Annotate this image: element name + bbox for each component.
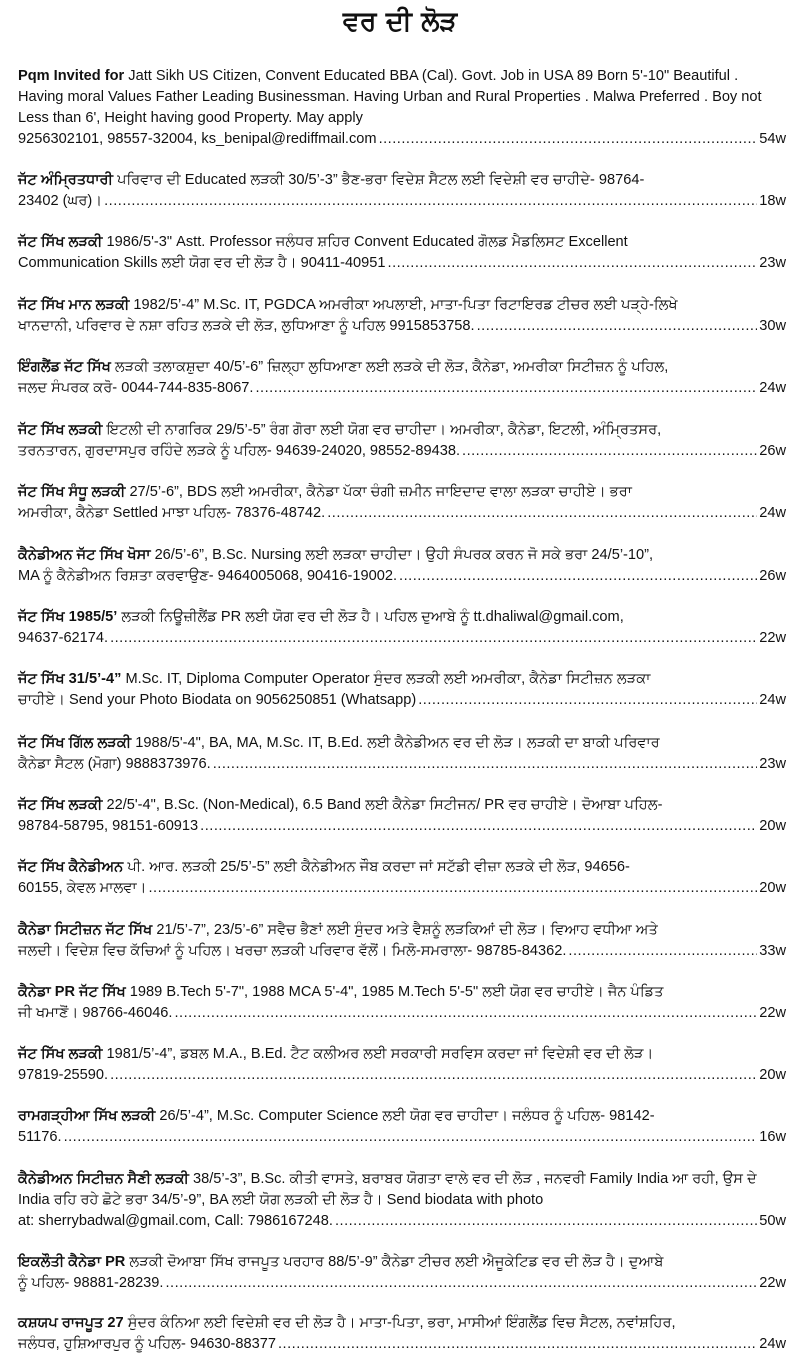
ad-text <box>18 1313 786 1334</box>
ad-body: 21/5’-7”, 23/5’-6” ਸਵੈਚ ਭੈਣਾਂ ਲਈ ਸੁੰਦਰ ਅਤੇ ਵੈਸ਼ਨੂੰ ਲੜਕਿਆਂ ਦੀ ਲੋੜ। ਵਿਆਹ ਵਧੀਆ ਅਤੇ <box>156 922 658 938</box>
ad-text <box>18 607 786 628</box>
dot-leader <box>379 129 758 150</box>
ad-body: 1982/5’-4” M.Sc. IT, PGDCA ਅਮਰੀਕਾ ਅਪਲਾਈ, ਮਾਤਾ-ਪਿਤਾ ਰਿਟਾਇਰਡ ਟੀਚਰ ਲਈ ਪੜ੍ਹੇ-ਲਿਖੇ <box>133 297 678 313</box>
ad-contact: ਚਾਹੀਏ। Send your Photo Biodata on 9056250851 (Whatsapp) <box>18 692 417 708</box>
ad-word-count: 24w <box>759 505 786 521</box>
ad-heading: ਜੱਟ ਸਿੱਖ 1985/5’ <box>18 609 118 625</box>
classified-ad <box>18 607 786 649</box>
ad-contact: ਖਾਨਦਾਨੀ, ਪਰਿਵਾਰ ਦੇ ਨਸ਼ਾ ਰਹਿਤ ਲੜਕੇ ਦੀ ਲੋੜ, ਲੁਧਿਆਣਾ ਨੂੰ ਪਹਿਲ 9915853758. <box>18 318 475 334</box>
dot-leader <box>388 253 758 274</box>
ad-text <box>18 1106 786 1127</box>
ad-body: 1986/5'-3" Astt. Professor ਜਲੰਧਰ ਸ਼ਹਿਰ Convent Educated ਗੋਲਡ ਮੈਡਲਿਸਟ Excellent <box>106 234 628 250</box>
ad-text <box>18 545 786 566</box>
ad-heading: ਜੱਟ ਸਿੱਖ ਲੜਕੀ <box>18 797 103 813</box>
dot-leader <box>418 690 757 711</box>
ad-body: ਲੜਕੀ ਦੋਆਬਾ ਸਿੱਖ ਰਾਜਪੂਤ ਪਰਹਾਰ 88/5’-9” ਕੈਨੇਡਾ ਟੀਚਰ ਲਈ ਐਜੂਕੇਟਿਡ ਵਰ ਦੀ ਲੋੜ ਹੈ। ਦੁਆਬੇ <box>129 1254 664 1270</box>
ad-body: 26/5’-4”, M.Sc. Computer Science ਲਈ ਯੋਗ ਵਰ ਚਾਹੀਦਾ। ਜਲੰਧਰ ਨੂੰ ਪਹਿਲ- 98142- <box>159 1108 655 1124</box>
ad-heading: ਜੱਟ ਸਿੱਖ ਲੜਕੀ <box>18 422 103 438</box>
dot-leader <box>327 503 757 524</box>
ad-contact: ਤਰਨਤਾਰਨ, ਗੁਰਦਾਸਪੁਰ ਰਹਿੰਦੇ ਲੜਕੇ ਨੂੰ ਪਹਿਲ- 94639-24020, 98552-89438. <box>18 443 461 459</box>
ad-contact: 94637-62174. <box>18 630 109 646</box>
ad-contact: 9256302101, 98557-32004, ks_benipal@rediffmail.com <box>18 131 377 147</box>
dot-leader <box>462 441 757 462</box>
ad-body: 22/5'-4", B.Sc. (Non-Medical), 6.5 Band ਲਈ ਕੈਨੇਡਾ ਸਿਟੀਜਨ/ PR ਵਰ ਚਾਹੀਏ। ਦੋਆਬਾ ਪਹਿਲ- <box>106 797 663 813</box>
dot-leader <box>64 1127 758 1148</box>
ad-word-count: 22w <box>759 1005 786 1021</box>
ad-body: Jatt Sikh US Citizen, Convent Educated BBA (Cal). Govt. Job in USA 89 Born 5'-10" Beautiful . Having moral Values Father Leading Businessman. Having Urban and Rural Properties . Malwa Preferred . Boy not Less than 6', Height having good Property. May apply <box>18 68 762 126</box>
classified-ad <box>18 545 786 587</box>
ad-contact: Communication Skills ਲਈ ਯੋਗ ਵਰ ਦੀ ਲੋੜ ਹੈ। 90411-40951 <box>18 255 386 271</box>
ad-last-line <box>18 191 786 212</box>
ad-text <box>18 232 786 253</box>
ad-last-line <box>18 1273 786 1294</box>
classified-ad <box>18 1169 786 1232</box>
ad-contact: at: sherrybadwal@gmail.com, Call: 7986167248. <box>18 1213 333 1229</box>
ad-word-count: 26w <box>759 443 786 459</box>
dot-leader <box>335 1211 757 1232</box>
dot-leader <box>255 378 757 399</box>
ad-contact: ਜਲੰਧਰ, ਹੁਸ਼ਿਆਰਪੁਰ ਨੂੰ ਪਹਿਲ- 94630-88377 <box>18 1336 276 1352</box>
ad-text <box>18 66 786 129</box>
dot-leader <box>174 1003 757 1024</box>
ad-text <box>18 857 786 878</box>
ad-heading: ਕੈਨੇਡਾ PR ਜੱਟ ਸਿੱਖ <box>18 984 126 1000</box>
ad-body: ਪੀ. ਆਰ. ਲੜਕੀ 25/5’-5” ਲਈ ਕੈਨੇਡੀਅਨ ਜੌਬ ਕਰਦਾ ਜਾਂ ਸਟੱਡੀ ਵੀਜ਼ਾ ਲੜਕੇ ਦੀ ਲੋੜ, 94656- <box>127 859 630 875</box>
ad-heading: ਕਸ਼ਯਪ ਰਾਜਪੂਤ 27 <box>18 1315 124 1331</box>
ad-heading: ਜੱਟ ਸਿੱਖ ਮਾਨ ਲੜਕੀ <box>18 297 130 313</box>
ad-body: ਲੜਕੀ ਨਿਊਜ਼ੀਲੈਂਡ PR ਲਈ ਯੋਗ ਵਰ ਦੀ ਲੋੜ ਹੈ। ਪਹਿਲ ਦੁਆਬੇ ਨੂੰ tt.dhaliwal@gmail.com, <box>121 609 624 625</box>
ad-word-count: 26w <box>759 568 786 584</box>
ad-heading: ਜੱਟ ਸਿੱਖ ਗਿੱਲ ਲੜਕੀ <box>18 735 132 751</box>
ad-text <box>18 295 786 316</box>
ad-contact: ਕੈਨੇਡਾ ਸੈਟਲ (ਮੋਗਾ) 9888373976. <box>18 756 211 772</box>
ad-text <box>18 1252 786 1273</box>
dot-leader <box>149 878 758 899</box>
ad-word-count: 24w <box>759 380 786 396</box>
ad-heading: ਜੱਟ ਸਿੱਖ ਲੜਕੀ <box>18 1046 103 1062</box>
ad-heading: Pqm Invited for <box>18 68 125 84</box>
ad-word-count: 20w <box>759 1067 786 1083</box>
ad-last-line <box>18 316 786 337</box>
dot-leader <box>213 754 758 775</box>
ad-text <box>18 170 786 191</box>
ad-heading: ਕੈਨੇਡੀਅਨ ਜੱਟ ਸਿੱਖ ਖੋਸਾ <box>18 547 151 563</box>
classified-ad <box>18 1252 786 1294</box>
ad-body: 26/5’-6”, B.Sc. Nursing ਲਈ ਲੜਕਾ ਚਾਹੀਦਾ। ਉਹੀ ਸੰਪਰਕ ਕਰਨ ਜੋ ਸਕੇ ਭਰਾ 24/5’-10”, <box>154 547 654 563</box>
ad-word-count: 33w <box>759 943 786 959</box>
ad-last-line <box>18 378 786 399</box>
classified-ad <box>18 920 786 962</box>
ad-contact: 51176. <box>18 1129 62 1145</box>
classified-ad <box>18 357 786 399</box>
dot-leader <box>568 941 757 962</box>
ad-text <box>18 920 786 941</box>
ad-word-count: 54w <box>759 131 786 147</box>
ad-heading: ਜੱਟ ਸਿੱਖ ਕੈਨੇਡੀਅਨ <box>18 859 124 875</box>
ad-contact: ਅਮਰੀਕਾ, ਕੈਨੇਡਾ Settled ਮਾਝਾ ਪਹਿਲ- 78376-48742. <box>18 505 326 521</box>
ad-last-line <box>18 941 786 962</box>
ad-last-line <box>18 503 786 524</box>
classified-ad <box>18 1313 786 1355</box>
classified-ad <box>18 669 786 711</box>
ad-heading: ਕੈਨੇਡਾ ਸਿਟੀਜ਼ਨ ਜੱਟ ਸਿੱਖ <box>18 922 153 938</box>
dot-leader <box>104 191 757 212</box>
ad-last-line <box>18 1065 786 1086</box>
ad-word-count: 23w <box>759 756 786 772</box>
classified-ad <box>18 1044 786 1086</box>
dot-leader <box>110 628 757 649</box>
ad-heading: ਜੱਟ ਅੰਮ੍ਰਿਤਧਾਰੀ <box>18 172 113 188</box>
ad-body: ਇਟਲੀ ਦੀ ਨਾਗਰਿਕ 29/5’-5” ਰੰਗ ਗੋਰਾ ਲਈ ਯੋਗ ਵਰ ਚਾਹੀਦਾ। ਅਮਰੀਕਾ, ਕੈਨੇਡਾ, ਇਟਲੀ, ਅੰਮ੍ਰਿਤਸਰ, <box>106 422 662 438</box>
ad-last-line <box>18 754 786 775</box>
dot-leader <box>165 1273 757 1294</box>
classified-ad <box>18 795 786 837</box>
ad-contact: 23402 (ਘਰ)। <box>18 193 103 209</box>
ad-word-count: 22w <box>759 630 786 646</box>
ad-text <box>18 733 786 754</box>
classified-ad <box>18 232 786 274</box>
ad-last-line <box>18 441 786 462</box>
dot-leader <box>278 1334 757 1355</box>
ad-text <box>18 982 786 1003</box>
ad-word-count: 23w <box>759 255 786 271</box>
ad-body: ਪਰਿਵਾਰ ਦੀ Educated ਲੜਕੀ 30/5’-3” ਭੈਣ-ਭਰਾ ਵਿਦੇਸ਼ ਸੈਟਲ ਲਈ ਵਿਦੇਸ਼ੀ ਵਰ ਚਾਹੀਦੇ- 98764- <box>117 172 645 188</box>
ad-body: 38/5’-3”, B.Sc. ਕੀਤੀ ਵਾਸਤੇ, ਬਰਾਬਰ ਯੋਗਤਾ ਵਾਲੇ ਵਰ ਦੀ ਲੋੜ , ਜਨਵਰੀ Family India ਆ ਰਹੀ, ਉਸ ਦੇ India ਰਹਿ ਰਹੇ ਛੋਟੇ ਭਰਾ 34/5’-9”, BA ਲਈ ਯੋਗ ਲੜਕੀ ਦੀ ਲੋੜ ਹੈ। Send biodata with photo <box>18 1171 757 1208</box>
ad-last-line <box>18 1127 786 1148</box>
ad-body: 1981/5’-4”, ਡਬਲ M.A., B.Ed. ਟੈਟ ਕਲੀਅਰ ਲਈ ਸਰਕਾਰੀ ਸਰਵਿਸ ਕਰਦਾ ਜਾਂ ਵਿਦੇਸ਼ੀ ਵਰ ਦੀ ਲੋੜ। <box>106 1046 654 1062</box>
ad-heading: ਜੱਟ ਸਿੱਖ ਲੜਕੀ <box>18 234 103 250</box>
ad-last-line <box>18 566 786 587</box>
ad-last-line <box>18 129 786 150</box>
ad-last-line <box>18 1334 786 1355</box>
ad-body: 27/5’-6”, BDS ਲਈ ਅਮਰੀਕਾ, ਕੈਨੇਡਾ ਪੱਕਾ ਚੰਗੀ ਜ਼ਮੀਨ ਜਾਇਦਾਦ ਵਾਲਾ ਲੜਕਾ ਚਾਹੀਏ। ਭਰਾ <box>129 484 632 500</box>
ad-heading: ਜੱਟ ਸਿੱਖ ਸੰਧੂ ਲੜਕੀ <box>18 484 126 500</box>
classified-ad <box>18 982 786 1024</box>
ad-contact: ਜਲਦ ਸੰਪਰਕ ਕਰੋ- 0044-744-835-8067. <box>18 380 254 396</box>
ad-heading: ਰਾਮਗੜ੍ਹੀਆ ਸਿੱਖ ਲੜਕੀ <box>18 1108 156 1124</box>
dot-leader <box>110 1065 757 1086</box>
ad-body: 1989 B.Tech 5'-7", 1988 MCA 5'-4", 1985 M.Tech 5'-5" ਲਈ ਯੋਗ ਵਰ ਚਾਹੀਏ। ਜੈਨ ਪੰਡਿਤ <box>129 984 664 1000</box>
ad-text <box>18 482 786 503</box>
ad-body: M.Sc. IT, Diploma Computer Operator ਸੁੰਦਰ ਲੜਕੀ ਲਈ ਅਮਰੀਕਾ, ਕੈਨੇਡਾ ਸਿਟੀਜ਼ਨ ਲੜਕਾ <box>125 671 651 687</box>
ad-word-count: 18w <box>759 193 786 209</box>
ad-heading: ਜੱਟ ਸਿੱਖ 31/5’-4” <box>18 671 122 687</box>
ad-word-count: 24w <box>759 692 786 708</box>
ad-contact: ਜੀ ਖਮਾਣੋਂ। 98766-46046. <box>18 1005 173 1021</box>
classified-ad <box>18 295 786 337</box>
classified-ad <box>18 1106 786 1148</box>
ad-body: ਲੜਕੀ ਤਲਾਕਸ਼ੁਦਾ 40/5’-6” ਜ਼ਿਲ੍ਹਾ ਲੁਧਿਆਣਾ ਲਈ ਲੜਕੇ ਦੀ ਲੋੜ, ਕੈਨੇਡਾ, ਅਮਰੀਕਾ ਸਿਟੀਜ਼ਨ ਨੂੰ ਪਹਿਲ, <box>114 359 669 375</box>
ad-last-line <box>18 1003 786 1024</box>
ad-text <box>18 420 786 441</box>
classified-ad <box>18 420 786 462</box>
ad-last-line <box>18 690 786 711</box>
ad-heading: ਕੈਨੇਡੀਅਨ ਸਿਟੀਜ਼ਨ ਸੈਣੀ ਲੜਕੀ <box>18 1171 189 1187</box>
dot-leader <box>200 816 757 837</box>
ad-last-line <box>18 253 786 274</box>
ad-contact: 60155, ਕੇਵਲ ਮਾਲਵਾ। <box>18 880 147 896</box>
ad-contact: ਜਲਦੀ। ਵਿਦੇਸ਼ ਵਿਚ ਕੱਚਿਆਂ ਨੂੰ ਪਹਿਲ। ਖਰਚਾ ਲੜਕੀ ਪਰਿਵਾਰ ਵੱਲੋਂ। ਮਿਲੋ-ਸਮਰਾਲਾ- 98785-84362. <box>18 943 567 959</box>
ad-word-count: 16w <box>759 1129 786 1145</box>
ad-word-count: 22w <box>759 1275 786 1291</box>
ad-word-count: 20w <box>759 880 786 896</box>
ad-contact: 97819-25590. <box>18 1067 109 1083</box>
ad-word-count: 24w <box>759 1336 786 1352</box>
ad-heading: ਇਕਲੌਤੀ ਕੈਨੇਡਾ PR <box>18 1254 126 1270</box>
dot-leader <box>477 316 758 337</box>
classified-ad <box>18 482 786 524</box>
ad-contact: 98784-58795, 98151-60913 <box>18 818 199 834</box>
ad-last-line <box>18 816 786 837</box>
ad-word-count: 20w <box>759 818 786 834</box>
ad-text <box>18 669 786 690</box>
ad-body: 1988/5'-4", BA, MA, M.Sc. IT, B.Ed. ਲਈ ਕੈਨੇਡੀਅਨ ਵਰ ਦੀ ਲੋੜ। ਲੜਕੀ ਦਾ ਬਾਕੀ ਪਰਿਵਾਰ <box>135 735 660 751</box>
classified-ad <box>18 857 786 899</box>
classified-ad <box>18 733 786 775</box>
ad-last-line <box>18 628 786 649</box>
ad-heading: ਇੰਗਲੈਂਡ ਜੱਟ ਸਿੱਖ <box>18 359 111 375</box>
ad-text <box>18 1044 786 1065</box>
ad-text <box>18 1169 786 1211</box>
ad-last-line <box>18 1211 786 1232</box>
ad-word-count: 30w <box>759 318 786 334</box>
ad-body: ਸੁੰਦਰ ਕੰਨਿਆ ਲਈ ਵਿਦੇਸ਼ੀ ਵਰ ਦੀ ਲੋੜ ਹੈ। ਮਾਤਾ-ਪਿਤਾ, ਭਰਾ, ਮਾਸੀਆਂ ਇੰਗਲੈਂਡ ਵਿਚ ਸੈਟਲ, ਨਵਾਂਸ਼ਹਿਰ, <box>127 1315 676 1331</box>
classified-ad <box>18 66 786 150</box>
classified-ad <box>18 170 786 212</box>
ad-contact: ਨੂੰ ਪਹਿਲ- 98881-28239. <box>18 1275 164 1291</box>
ad-contact: MA ਨੂੰ ਕੈਨੇਡੀਅਨ ਰਿਸ਼ਤਾ ਕਰਵਾਉਣ- 9464005068, 90416-19002. <box>18 568 398 584</box>
ad-last-line <box>18 878 786 899</box>
dot-leader <box>399 566 757 587</box>
ad-word-count: 50w <box>759 1213 786 1229</box>
ad-text <box>18 357 786 378</box>
page-title: ਵਰ ਦੀ ਲੋੜ <box>342 6 458 37</box>
ad-text <box>18 795 786 816</box>
